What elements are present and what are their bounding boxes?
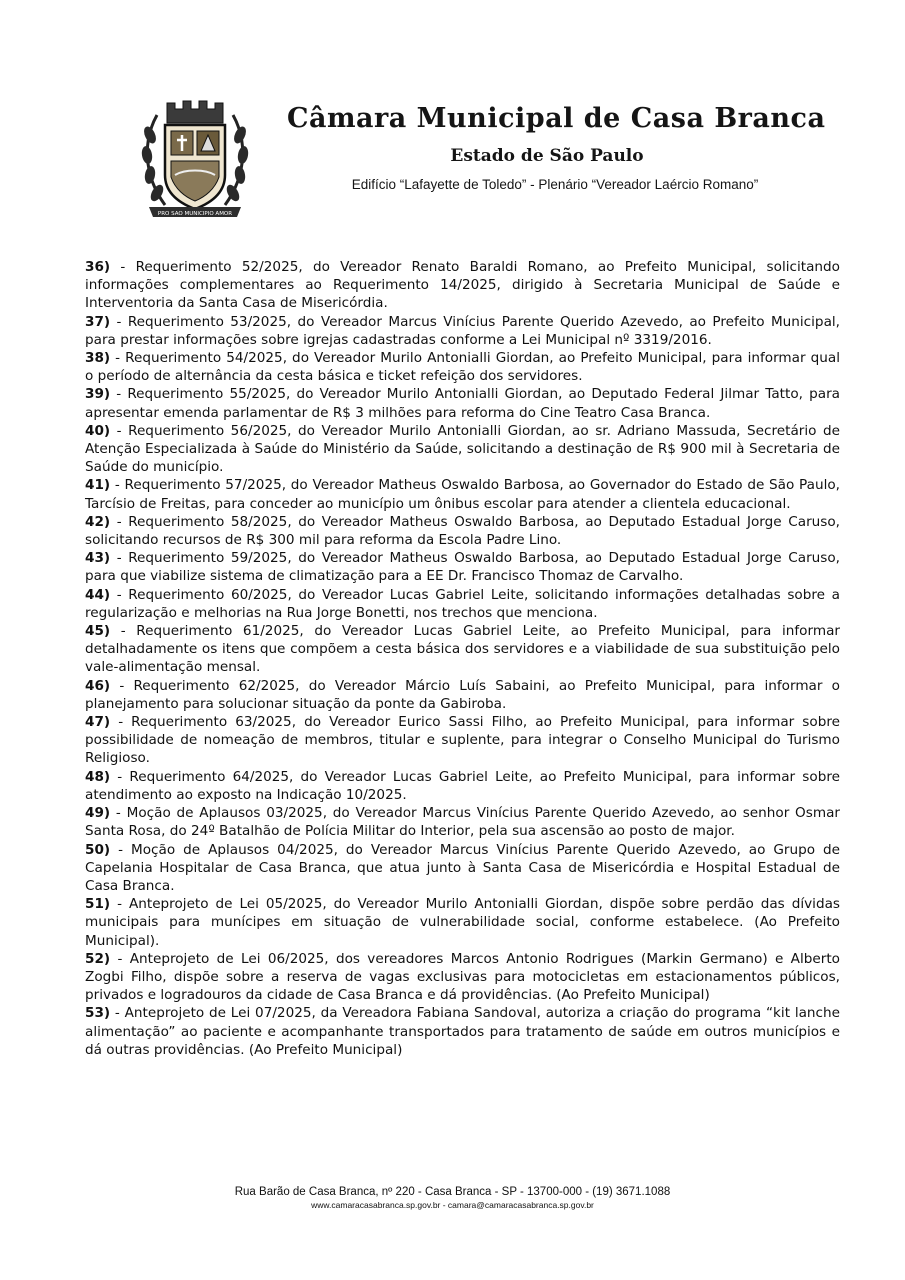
item-number: 42): [85, 513, 111, 530]
item-text: - Requerimento 54/2025, do Vereador Murilo Antonialli Giordan, ao Prefeito Municipal, para informar qual o período de alternância da cesta básica e ticket refeição dos servidores.: [85, 350, 840, 385]
item-number: 49): [85, 805, 111, 822]
list-item: [85, 1004, 840, 1059]
item-number: 47): [85, 714, 111, 731]
item-text: - Requerimento 52/2025, do Vereador Renato Baraldi Romano, ao Prefeito Municipal, solicitando informações complementares ao Requerimento 14/2025, dirigido à Secretaria Municipal de Saúde e Interventoria da Santa Casa de Misericórdia.: [85, 259, 840, 312]
item-number: 50): [85, 841, 111, 858]
item-number: 36): [85, 259, 111, 275]
list-item: [85, 313, 840, 349]
item-text: - Requerimento 55/2025, do Vereador Murilo Antonialli Giordan, ao Deputado Federal Jilmar Tatto, para apresentar emenda parlamentar de R$ 3 milhões para reforma do Cine Teatro Casa Branca.: [85, 386, 840, 421]
list-item: [85, 349, 840, 385]
list-item: [85, 768, 840, 804]
item-text: - Requerimento 53/2025, do Vereador Marcus Vinícius Parente Querido Azevedo, ao Prefeito Municipal, para prestar informações sobre igrejas cadastradas conforme a Lei Municipal nº 3319/2016.: [85, 313, 840, 348]
item-text: - Anteprojeto de Lei 06/2025, dos vereadores Marcos Antonio Rodrigues (Markin Germano) e Alberto Zogbi Filho, dispõe sobre a reserva de vagas exclusivas para motocicletas em estacionamentos públicos, privados e logradouros da cidade de Casa Branca e dá providências. (Ao Prefeito Municipal): [85, 950, 840, 1004]
list-item: [85, 950, 840, 1005]
list-item: [85, 895, 840, 950]
item-number: 46): [85, 677, 111, 694]
list-item: [85, 586, 840, 622]
item-number: 41): [85, 477, 111, 494]
item-number: 40): [85, 422, 111, 439]
council-title: Câmara Municipal de Casa Branca: [287, 103, 826, 134]
list-item: [85, 841, 840, 896]
list-item: [85, 476, 840, 512]
list-item: [85, 258, 840, 313]
svg-text:PRO SAO MUNICIPIO AMOR: PRO SAO MUNICIPIO AMOR: [157, 211, 233, 217]
item-text: - Moção de Aplausos 03/2025, do Vereador Marcus Vinícius Parente Querido Azevedo, ao senhor Osmar Santa Rosa, do 24º Batalhão de Polícia Militar do Interior, pela sua ascensão ao posto de major.: [85, 805, 840, 840]
item-text: - Requerimento 62/2025, do Vereador Márcio Luís Sabaini, ao Prefeito Municipal, para informar o planejamento para solucionar situação da ponte da Gabiroba.: [85, 677, 840, 712]
list-item: [85, 804, 840, 840]
letterhead: [135, 95, 826, 225]
item-text: - Requerimento 57/2025, do Vereador Matheus Oswaldo Barbosa, ao Governador do Estado de São Paulo, Tarcísio de Freitas, para conceder ao município um ônibus escolar para atender a clientela educacional.: [85, 477, 840, 512]
item-text: - Anteprojeto de Lei 05/2025, do Vereador Murilo Antonialli Giordan, dispõe sobre perdão das dívidas municipais para munícipes em situação de vulnerabilidade social, conforme estabelece. (Ao Prefeito Municipal).: [85, 896, 840, 949]
item-number: 43): [85, 550, 111, 567]
coat-of-arms-icon: [135, 95, 255, 223]
item-number: 53): [85, 1005, 111, 1022]
item-number: 39): [85, 386, 111, 403]
item-number: 51): [85, 896, 111, 913]
footer-address: Rua Barão de Casa Branca, nº 220 - Casa Branca - SP - 13700-000 - (19) 3671.1088: [234, 1186, 671, 1198]
item-text: - Requerimento 60/2025, do Vereador Lucas Gabriel Leite, solicitando informações detalhadas sobre a regularização e melhorias na Rua Jorge Bonetti, nos trechos que menciona.: [85, 586, 840, 621]
list-item: [85, 422, 840, 477]
building-line: Edifício “Lafayette de Toledo” - Plenário “Vereador Laércio Romano”: [351, 177, 759, 192]
list-item: [85, 549, 840, 585]
list-item: [85, 622, 840, 677]
item-text: - Anteprojeto de Lei 07/2025, da Vereadora Fabiana Sandoval, autoriza a criação do programa “kit lanche alimentação” ao paciente e acompanhante transportados para tratamento de saúde em outros municípios e dá outras providências. (Ao Prefeito Municipal): [85, 1005, 840, 1058]
item-text: - Requerimento 61/2025, do Vereador Lucas Gabriel Leite, ao Prefeito Municipal, para informar detalhadamente os itens que compõem a cesta básica dos servidores e a viabilidade de sua substituição pelo vale-alimentação mensal.: [85, 623, 840, 676]
item-text: - Requerimento 64/2025, do Vereador Lucas Gabriel Leite, ao Prefeito Municipal, para informar sobre atendimento ao exposto na Indicação 10/2025.: [85, 768, 840, 803]
footer-web-contacts: www.camaracasabranca.sp.gov.br - camara@camaracasabranca.sp.gov.br: [311, 1200, 594, 1210]
item-number: 44): [85, 586, 111, 603]
item-text: - Requerimento 59/2025, do Vereador Matheus Oswaldo Barbosa, ao Deputado Estadual Jorge Caruso, para que viabilize sistema de climatização para a EE Dr. Francisco Thomaz de Carvalho.: [85, 550, 840, 585]
state-subtitle: Estado de São Paulo: [450, 146, 644, 166]
item-text: - Requerimento 58/2025, do Vereador Matheus Oswaldo Barbosa, ao Deputado Estadual Jorge Caruso, solicitando recursos de R$ 300 mil para reforma da Escola Padre Lino.: [85, 513, 840, 549]
list-item: [85, 713, 840, 768]
page-footer: [0, 1186, 905, 1210]
item-text: - Requerimento 56/2025, do Vereador Murilo Antonialli Giordan, ao sr. Adriano Massuda, Secretário de Atenção Especializada à Saúde do Ministério da Saúde, solicitando a destinação de R$ 900 mil à Secretaria de Saúde do município.: [85, 422, 840, 476]
item-number: 48): [85, 768, 111, 785]
list-item: [85, 385, 840, 421]
item-number: 38): [85, 350, 111, 367]
item-number: 45): [85, 623, 111, 640]
item-text: - Requerimento 63/2025, do Vereador Eurico Sassi Filho, ao Prefeito Municipal, para informar sobre possibilidade de nomeação de membros, titular e suplente, para integrar o Conselho Municipal do Turismo Religioso.: [85, 714, 840, 767]
agenda-list: [85, 258, 840, 1059]
list-item: [85, 513, 840, 549]
item-text: - Moção de Aplausos 04/2025, do Vereador Marcus Vinícius Parente Querido Azevedo, ao Grupo de Capelania Hospitalar de Casa Branca, que atua junto à Santa Casa de Misericórdia e Hospital Estadual de Casa Branca.: [85, 841, 840, 894]
item-number: 52): [85, 950, 111, 967]
list-item: [85, 677, 840, 713]
item-number: 37): [85, 313, 111, 330]
